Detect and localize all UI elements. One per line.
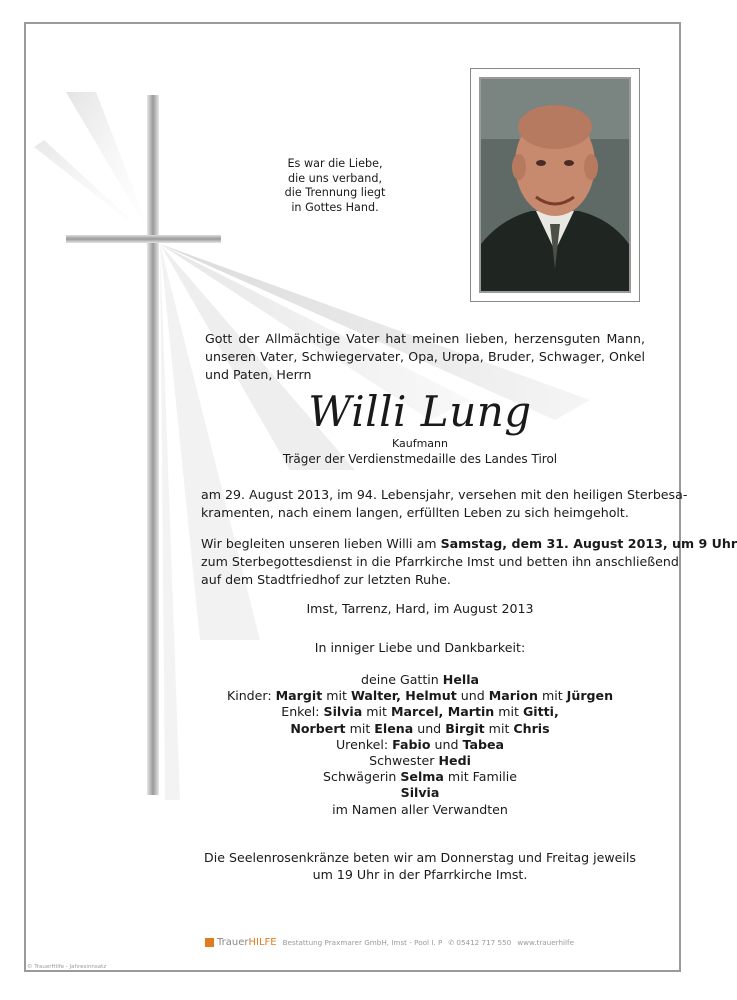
footer [205,934,574,950]
portrait-image [481,79,629,291]
portrait-photo [479,77,631,293]
mourner-sister: Schwester Hedi [369,753,471,769]
funeral-line: zum Sterbegottesdienst in die Pfarrkirche Imst und betten ihn anschließend [201,554,679,569]
mourner-sister-in-law: Schwägerin Selma mit Familie [323,769,517,785]
death-notice [201,486,687,522]
trauerhilfe-logo-icon [205,938,214,947]
death-line: am 29. August 2013, im 94. Lebensjahr, versehen mit den heiligen Sterbesa- [201,487,688,502]
phone-icon: ✆ [448,937,455,947]
award-line: Träger der Verdienstmedaille des Landes Tirol [282,452,558,466]
rosary-notice [190,849,650,883]
ray-upper-left-1 [66,92,153,240]
funeral-notice [201,535,737,589]
mourner-wife: deine Gattin Hella [360,672,480,687]
funeral-line: auf dem Stadtfriedhof zur letzten Ruhe. [201,572,451,587]
deceased-name: Willi Lung [308,387,532,436]
cross-vertical-beam [147,95,159,795]
brand-name: TrauerHILFE [217,936,277,948]
mourners-list [190,672,650,818]
mourner-great-grandchildren: Urenkel: Fabio und Tabea [335,736,505,752]
mourner-grandchildren: Enkel: Silvia mit Marcel, Martin mit Gitti, [281,704,559,720]
footer-website[interactable]: www.trauerhilfe [517,937,574,947]
copyright-note: © TrauerHilfe - Jahresinnsatz [27,964,107,970]
funeral-text: Wir begleiten unseren lieben Willi am [201,536,441,551]
mourner-silvia: Silvia [400,785,440,801]
mourner-children: Kinder: Margit mit Walter, Helmut und Marion mit Jürgen [226,688,614,704]
occupation: Kaufmann [391,437,448,450]
rosary-line: um 19 Uhr in der Pfarrkirche Imst. [312,867,528,882]
portrait-frame [470,68,640,302]
intro-paragraph: Gott der Allmächtige Vater hat meinen lieben, herzensguten Mann, unseren Vater, Schwiegervater, Opa, Uropa, Bruder, Schwager, Onkel und Paten, Herrn [205,331,645,382]
thanks-line: In inniger Liebe und Dankbarkeit: [314,640,526,655]
funeral-line [201,535,737,553]
funeral-date: Samstag, dem 31. August 2013, um 9 Uhr [440,536,737,551]
footer-phone: 05412 717 550 [456,937,512,947]
cross-horizontal-beam [66,235,221,243]
quote-line: die Trennung liegt [284,186,386,200]
quote-line: Es war die Liebe, [287,157,383,170]
quote-line: in Gottes Hand. [291,200,379,214]
mourner-grandchildren-2: Norbert mit Elena und Birgit mit Chris [290,720,550,736]
ray-upper-left-2 [34,140,153,240]
death-line: kramenten, nach einem langen, erfüllten Leben zu sich heimgeholt. [201,505,629,520]
footer-company: Bestattung Praxmarer GmbH, Imst - Pool I. P [282,937,443,947]
quote-line: die uns verband, [287,171,383,185]
rosary-line: Die Seelenrosenkränze beten wir am Donnerstag und Freitag jeweils [204,850,636,865]
memorial-quote [270,157,400,215]
mourner-relatives: im Namen aller Verwandten [332,801,508,817]
place-date: Imst, Tarrenz, Hard, im August 2013 [306,601,534,616]
